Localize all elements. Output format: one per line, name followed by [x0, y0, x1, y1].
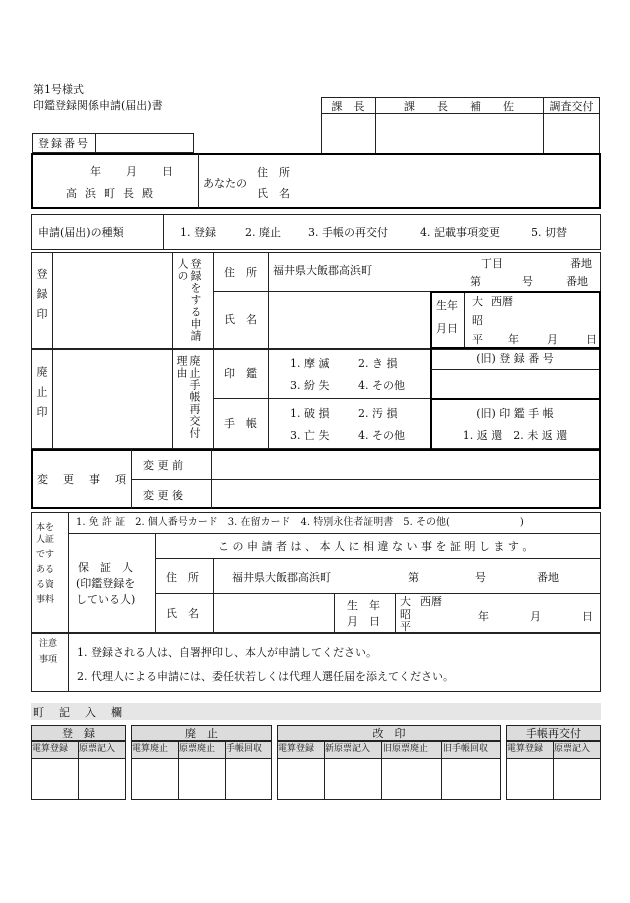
approval-issue: 調査交付: [549, 100, 594, 113]
g-era-taisho: 大: [400, 595, 411, 608]
old-reg-number-label: (旧) 登 録 番 号: [476, 352, 554, 365]
guarantor-address-value[interactable]: 福井県大飯郡高浜町: [232, 571, 331, 584]
group-abolish-name: 廃 止: [185, 727, 218, 740]
col-abolish-book: 手帳回収: [226, 744, 263, 754]
change-label: 変 更 事 項: [37, 473, 128, 486]
change-after-field[interactable]: [212, 481, 598, 507]
abolition-seal-area[interactable]: [53, 350, 172, 448]
cell-register-ledger[interactable]: [78, 758, 126, 800]
go-label: 号: [522, 275, 533, 288]
dai-label: 第: [470, 275, 481, 288]
book-row-label: 手 帳: [224, 417, 257, 430]
abolition-reason-label: 廃止手帳再交付理由: [175, 355, 201, 439]
guarantor-name-field[interactable]: [214, 594, 333, 632]
seal-opt-worn[interactable]: 1. 摩 滅: [290, 357, 330, 370]
col-reseal-new-ledger: 新原票記入: [325, 744, 371, 754]
guarantor-label-2: (印鑑登録を: [76, 577, 136, 590]
identity-label: 本を 人証 です ある る資 事料: [36, 523, 55, 605]
chome-label: 丁目: [481, 257, 503, 270]
type-abolish[interactable]: 2. 廃止: [245, 226, 281, 239]
seal-opt-damaged[interactable]: 2. き 損: [358, 357, 398, 370]
col-reissue-ledger: 原票記入: [554, 744, 591, 754]
col-reseal-computer: 電算登録: [278, 744, 315, 754]
identity-docs[interactable]: 1. 免 許 証 2. 個人番号カード 3. 在留カード 4. 特別永住者証明書 5. その他( ): [76, 517, 524, 528]
cell-reissue-ledger[interactable]: [553, 758, 601, 800]
guarantor-dai: 第: [408, 571, 419, 584]
guarantor-label-1: 保 証 人: [78, 561, 133, 574]
banchi-label-2: 番地: [566, 275, 588, 288]
town-title: 町 記 入 欄: [33, 706, 124, 719]
era-heisei: 平: [472, 333, 483, 346]
return-options[interactable]: 1. 返 還 2. 未 返 還: [462, 429, 568, 442]
change-before-label: 変 更 前: [143, 459, 183, 472]
seal-row-label: 印 鑑: [224, 367, 257, 380]
book-opt-soiled[interactable]: 2. 汚 損: [358, 407, 398, 420]
col-register-ledger: 原票記入: [79, 744, 116, 754]
guarantor-address-label: 住 所: [166, 571, 199, 584]
change-after-label: 変 更 後: [143, 489, 183, 502]
guarantor-dob-ymd: 年 月 日: [478, 610, 595, 623]
g-era-seireki: 西暦: [420, 595, 442, 608]
col-reissue-computer: 電算登録: [507, 744, 544, 754]
registrant-name-field[interactable]: [269, 292, 429, 348]
type-register[interactable]: 1. 登録: [180, 226, 216, 239]
guarantor-dob-label-2: 月 日: [347, 615, 380, 628]
registrant-dob-ymd: 年 月 日: [508, 333, 599, 346]
chief-stamp-cell[interactable]: [322, 114, 375, 154]
registration-seal-area[interactable]: [53, 253, 172, 348]
approval-deputy: 課 長 補 佐: [404, 100, 514, 113]
registrant-address-value[interactable]: 福井県大飯郡高浜町: [273, 264, 372, 277]
note-2: 2. 代理人による申請には、委任状若しくは代理人選任届を添えてください。: [77, 670, 454, 683]
seal-opt-other[interactable]: 4. その他: [358, 379, 405, 392]
era-taisho: 大: [472, 295, 483, 308]
deputy-stamp-cell[interactable]: [376, 114, 543, 154]
group-reissue-name: 手帳再交付: [526, 727, 581, 740]
seal-opt-lost[interactable]: 3. 紛 失: [290, 379, 330, 392]
reg-number-label: 登録番号: [38, 137, 90, 150]
registrant-name-label: 氏 名: [224, 313, 257, 326]
type-reissue[interactable]: 3. 手帳の再交付: [308, 226, 388, 239]
col-reseal-old-book: 旧手帳回収: [443, 744, 489, 754]
col-register-computer: 電算登録: [32, 744, 69, 754]
cell-reissue-computer[interactable]: [506, 758, 554, 800]
request-type-label: 申請(届出)の種類: [38, 226, 124, 239]
cell-reseal-old-book[interactable]: [441, 758, 501, 800]
banchi-label-1: 番地: [570, 257, 592, 270]
guarantor-name-label: 氏 名: [166, 607, 199, 620]
certify-statement: こ の 申 請 者 は 、 本 人 に 相 違 な い 事 を 証 明 し ま す 。: [218, 540, 534, 553]
cell-abolish-ledger[interactable]: [178, 758, 226, 800]
type-change[interactable]: 4. 記載事項変更: [420, 226, 500, 239]
yours-label: あなたの: [203, 177, 247, 190]
issue-stamp-cell[interactable]: [544, 114, 599, 154]
applicant-field[interactable]: [305, 160, 595, 204]
cell-abolish-book[interactable]: [225, 758, 272, 800]
group-reseal-name: 改 印: [372, 727, 406, 740]
request-date: 年 月 日: [90, 165, 174, 178]
type-switch[interactable]: 5. 切替: [531, 226, 567, 239]
applicant-address-label: 住 所: [257, 166, 290, 179]
old-book-label: (旧) 印 鑑 手 帳: [476, 407, 554, 420]
cell-reseal-computer[interactable]: [277, 758, 325, 800]
form-number: 第1号様式: [33, 83, 84, 96]
addressee: 高浜町長殿: [66, 187, 161, 200]
old-reg-number-field[interactable]: [432, 371, 598, 397]
col-reseal-old-ledger: 旧原票廃止: [383, 744, 429, 754]
registrant-address-label: 住 所: [224, 266, 257, 279]
book-opt-other[interactable]: 4. その他: [358, 429, 405, 442]
col-abolish-ledger: 原票廃止: [179, 744, 216, 754]
cell-abolish-computer[interactable]: [131, 758, 179, 800]
guarantor-banchi: 番地: [537, 571, 559, 584]
col-abolish-computer: 電算廃止: [132, 744, 169, 754]
registrant-dob-label: 生年 月日: [436, 299, 458, 335]
g-era-heisei: 平: [400, 620, 411, 633]
reg-number-field[interactable]: [96, 134, 193, 152]
approval-chief: 課 長: [331, 100, 365, 113]
change-before-field[interactable]: [212, 451, 598, 478]
registrant-person-label: 登録をする申請人の: [176, 258, 202, 342]
era-showa: 昭: [472, 314, 483, 327]
g-era-showa: 昭: [400, 608, 411, 621]
guarantor-go: 号: [475, 571, 486, 584]
applicant-name-label: 氏 名: [257, 187, 290, 200]
form-title: 印鑑登録関係申請(届出)書: [33, 99, 163, 112]
cell-reseal-old-ledger[interactable]: [381, 758, 442, 800]
abolition-seal-label: 廃止印: [35, 366, 48, 426]
note-1: 1. 登録される人は、自署押印し、本人が申請してください。: [77, 646, 377, 659]
era-seireki: 西暦: [491, 295, 513, 308]
guarantor-dob-label-1: 生 年: [347, 599, 380, 612]
registration-seal-label: 登録印: [35, 268, 48, 328]
group-register-name: 登 録: [62, 727, 95, 740]
cell-register-computer[interactable]: [31, 758, 79, 800]
notes-section: [31, 633, 601, 692]
cell-reseal-new-ledger[interactable]: [324, 758, 382, 800]
guarantor-label-3: している人): [76, 593, 136, 606]
book-opt-lost[interactable]: 3. 亡 失: [290, 429, 330, 442]
notes-label: 注意 事項: [39, 639, 58, 665]
book-opt-broken[interactable]: 1. 破 損: [290, 407, 330, 420]
